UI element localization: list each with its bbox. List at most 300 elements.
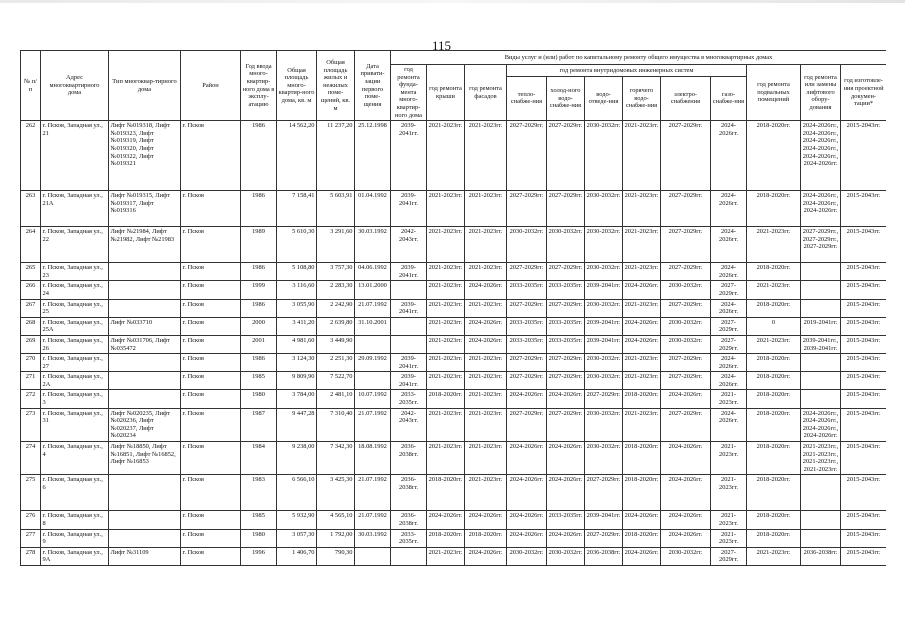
row-lift-type: Лифт №31109 [109,547,181,565]
row-district: г. Псков [181,335,241,353]
row-residential-area: 1 792,00 [317,529,355,547]
row-address: г. Псков, Западная ул., 3 [41,390,109,408]
row-residential-area: 7 522,70 [317,372,355,390]
row-address: г. Псков, Западная ул., 21А [41,191,109,227]
row-foundation-year [391,547,427,565]
row-address: г. Псков, Западная ул., 6 [41,475,109,511]
table-row [21,121,887,191]
row-electric-year: 2030-2032гг. [661,335,711,353]
row-residential-area: 3 449,90 [317,335,355,353]
row-hot-water-year: 2021-2023гг. [623,263,661,281]
row-lift-type: Лифт №020235, Лифт №020236, Лифт №020237, Лифт №020234 [109,408,181,441]
row-total-area: 3 411,20 [277,317,317,335]
row-roof-year: 2018-2020гг. [427,475,465,511]
row-facade-year: 2024-2026гг. [465,511,507,529]
header-hot-water: горячего водо-снабже-ния [623,76,661,120]
row-address: г. Псков, Западная ул., 21 [41,121,109,191]
header-engineering-group: год ремонта внутридомовых инженерных систем [507,65,747,77]
row-docs-year: 2015-2043гг. [841,335,887,353]
row-address: г. Псков, Западная ул., 27 [41,354,109,372]
row-facade-year: 2021-2023гг. [465,442,507,475]
row-roof-year: 2021-2023гг. [427,281,465,299]
row-cold-water-year: 2027-2029гг. [547,372,585,390]
row-year-built: 1989 [241,227,277,263]
row-address: г. Псков, Западная ул., 23 [41,263,109,281]
row-foundation-year: 2042-2043гг. [391,408,427,441]
row-hot-water-year: 2021-2023гг. [623,354,661,372]
row-residential-area: 2 251,30 [317,354,355,372]
row-residential-area: 3 425,30 [317,475,355,511]
header-works-group: Виды услуг и (или) работ по капитальному ремонту общего имущества в многоквартирных домах [391,51,887,65]
row-heat-year: 2033-2035гг. [507,335,547,353]
row-cold-water-year: 2024-2026гг. [547,475,585,511]
header-roof: год ремонта крыши [427,65,465,121]
row-hot-water-year: 2024-2026гг. [623,281,661,299]
row-docs-year: 2015-2043гг. [841,547,887,565]
row-basement-year: 2018-2020гг. [747,191,801,227]
row-district: г. Псков [181,372,241,390]
row-electric-year: 2027-2029гг. [661,263,711,281]
row-lift-year: 2039-2041гг., 2039-2041гг. [801,335,841,353]
row-address: г. Псков, Западная ул., 9А [41,547,109,565]
row-number: 265 [21,263,41,281]
row-lift-type [109,299,181,317]
row-residential-area: 2 481,10 [317,390,355,408]
row-lift-year: 2024-2026гг., 2024-2026гг., 2024-2026гг., 2024-2026гг. [801,408,841,441]
header-gas: газо-снабже-ния [711,76,747,120]
row-electric-year: 2030-2032гг. [661,547,711,565]
row-sewer-year: 2039-2041гг. [585,335,623,353]
row-docs-year: 2015-2043гг. [841,354,887,372]
row-district: г. Псков [181,281,241,299]
row-electric-year: 2027-2029гг. [661,191,711,227]
row-sewer-year: 2030-2032гг. [585,372,623,390]
header-num: № п/п [21,51,41,121]
document-sheet [20,50,886,638]
row-sewer-year: 2027-2029гг. [585,475,623,511]
row-sewer-year: 2039-2041гг. [585,511,623,529]
row-gas-year: 2024-2026гг. [711,408,747,441]
row-foundation-year: 2033-2035гг. [391,529,427,547]
header-cold-water: холод-ного водо-снабже-ния [547,76,585,120]
row-lift-type: Лифт №18850, Лифт №16851, Лифт №16852, Лифт №16853 [109,442,181,475]
row-gas-year: 2024-2026гг. [711,372,747,390]
row-privatization-date: 18.08.1992 [355,442,391,475]
row-year-built: 1985 [241,372,277,390]
row-electric-year: 2024-2026гг. [661,442,711,475]
row-district: г. Псков [181,299,241,317]
row-number: 273 [21,408,41,441]
row-district: г. Псков [181,475,241,511]
row-hot-water-year: 2021-2023гг. [623,191,661,227]
row-roof-year: 2021-2023гг. [427,372,465,390]
row-lift-year [801,299,841,317]
row-number: 278 [21,547,41,565]
row-lift-type [109,281,181,299]
row-lift-year: 2024-2026гг., 2024-2026гг., 2024-2026гг. [801,191,841,227]
row-hot-water-year: 2024-2026гг. [623,511,661,529]
row-privatization-date: 21.07.1992 [355,511,391,529]
row-basement-year: 2021-2023гг. [747,547,801,565]
table-row [21,372,887,390]
row-lift-year [801,372,841,390]
row-year-built: 1984 [241,442,277,475]
header-heat: тепло-снабже-ния [507,76,547,120]
row-facade-year: 2021-2023гг. [465,408,507,441]
row-roof-year: 2018-2020гг. [427,529,465,547]
header-lift: год ремонта или замены лифтового обору-дования [801,65,841,121]
row-privatization-date [355,547,391,565]
row-heat-year: 2033-2035гг. [507,281,547,299]
row-address: г. Псков, Западная ул., 2А [41,372,109,390]
row-hot-water-year: 2021-2023гг. [623,299,661,317]
row-gas-year: 2024-2026гг. [711,263,747,281]
row-foundation-year: 2039-2041гг. [391,263,427,281]
row-privatization-date: 29.09.1992 [355,354,391,372]
row-privatization-date: 25.12.1998 [355,121,391,191]
row-lift-year [801,511,841,529]
row-address: г. Псков, Западная ул., 24 [41,281,109,299]
row-total-area: 3 784,00 [277,390,317,408]
row-year-built: 1985 [241,511,277,529]
row-foundation-year: 2039-2041гг. [391,191,427,227]
row-gas-year: 2024-2026гг. [711,227,747,263]
row-foundation-year: 2039-2041гг. [391,121,427,191]
header-residential-area: Общая площадь жилых и нежилых поме-щений, кв. м [317,51,355,121]
row-total-area: 6 566,10 [277,475,317,511]
row-heat-year: 2030-2032гг. [507,547,547,565]
row-district: г. Псков [181,442,241,475]
row-foundation-year: 2036-2038гг. [391,475,427,511]
row-foundation-year: 2039-2041гг. [391,372,427,390]
row-cold-water-year: 2033-2035гг. [547,317,585,335]
table-row [21,227,887,263]
row-facade-year: 2021-2023гг. [465,390,507,408]
row-sewer-year: 2030-2032гг. [585,121,623,191]
row-electric-year: 2024-2026гг. [661,475,711,511]
row-number: 274 [21,442,41,475]
row-basement-year: 2018-2020гг. [747,442,801,475]
row-gas-year: 2027-2029гг. [711,281,747,299]
repair-schedule-table [20,50,886,566]
row-sewer-year: 2030-2032гг. [585,191,623,227]
row-number: 276 [21,511,41,529]
row-electric-year: 2027-2029гг. [661,299,711,317]
row-docs-year: 2015-2043гг. [841,281,887,299]
table-row [21,408,887,441]
row-foundation-year: 2036-2038гг. [391,442,427,475]
row-lift-type [109,263,181,281]
row-roof-year: 2021-2023гг. [427,121,465,191]
row-facade-year: 2021-2023гг. [465,263,507,281]
row-lift-type: Лифт №019315, Лифт №019317, Лифт №019316 [109,191,181,227]
row-roof-year: 2024-2026гг. [427,511,465,529]
row-heat-year: 2024-2026гг. [507,390,547,408]
row-facade-year: 2024-2026гг. [465,547,507,565]
row-cold-water-year: 2027-2029гг. [547,121,585,191]
row-number: 271 [21,372,41,390]
row-electric-year: 2027-2029гг. [661,408,711,441]
header-facade: год ремонта фасадов [465,65,507,121]
row-year-built: 1986 [241,121,277,191]
row-foundation-year: 2033-2035гг. [391,390,427,408]
header-lift-type: Тип многоквар-тирного дома [109,51,181,121]
row-heat-year: 2033-2035гг. [507,317,547,335]
row-facade-year: 2024-2026гг. [465,335,507,353]
row-docs-year: 2015-2043гг. [841,227,887,263]
row-lift-year [801,475,841,511]
header-foundation: год ремонта фунда-мента много-квартир-ного дома [391,65,427,121]
header-address: Адрес многоквартирного дома [41,51,109,121]
row-facade-year: 2021-2023гг. [465,121,507,191]
row-year-built: 2000 [241,317,277,335]
row-hot-water-year: 2024-2026гг. [623,335,661,353]
row-cold-water-year: 2027-2029гг. [547,408,585,441]
row-sewer-year: 2036-2038гг. [585,547,623,565]
row-total-area: 3 055,90 [277,299,317,317]
row-district: г. Псков [181,263,241,281]
row-facade-year: 2024-2026гг. [465,317,507,335]
row-total-area: 3 057,30 [277,529,317,547]
row-year-built: 2001 [241,335,277,353]
row-electric-year: 2027-2029гг. [661,121,711,191]
row-cold-water-year: 2030-2032гг. [547,227,585,263]
row-heat-year: 2030-2032гг. [507,227,547,263]
row-cold-water-year: 2027-2029гг. [547,299,585,317]
table-row [21,317,887,335]
row-district: г. Псков [181,547,241,565]
row-gas-year: 2024-2026гг. [711,191,747,227]
row-gas-year: 2027-2029гг. [711,317,747,335]
row-roof-year: 2021-2023гг. [427,263,465,281]
row-privatization-date: 13.01.2000 [355,281,391,299]
row-residential-area: 2 639,80 [317,317,355,335]
row-district: г. Псков [181,529,241,547]
row-privatization-date: 21.07.1992 [355,299,391,317]
row-sewer-year: 2039-2041гг. [585,281,623,299]
row-gas-year: 2021-2023гг. [711,442,747,475]
row-foundation-year [391,335,427,353]
row-basement-year: 2018-2020гг. [747,475,801,511]
row-roof-year: 2021-2023гг. [427,335,465,353]
row-year-built: 1980 [241,529,277,547]
row-gas-year: 2024-2026гг. [711,299,747,317]
row-gas-year: 2021-2023гг. [711,511,747,529]
row-cold-water-year: 2027-2029гг. [547,263,585,281]
table-row [21,390,887,408]
row-cold-water-year: 2030-2032гг. [547,547,585,565]
row-basement-year: 2021-2023гг. [747,335,801,353]
row-docs-year: 2015-2043гг. [841,121,887,191]
row-docs-year: 2015-2043гг. [841,191,887,227]
table-row [21,442,887,475]
page-number: 115 [432,38,452,53]
row-roof-year: 2021-2023гг. [427,408,465,441]
table-row [21,281,887,299]
row-basement-year: 2021-2023гг. [747,227,801,263]
row-year-built: 1986 [241,263,277,281]
row-hot-water-year: 2024-2026гг. [623,547,661,565]
row-number: 275 [21,475,41,511]
row-lift-year: 2036-2038гг. [801,547,841,565]
row-foundation-year: 2039-2041гг. [391,299,427,317]
row-hot-water-year: 2018-2020гг. [623,475,661,511]
row-lift-type [109,372,181,390]
row-lift-year [801,354,841,372]
row-roof-year: 2021-2023гг. [427,299,465,317]
row-address: г. Псков, Западная ул., 25 [41,299,109,317]
table-row [21,263,887,281]
row-year-built: 1987 [241,408,277,441]
row-cold-water-year: 2033-2035гг. [547,511,585,529]
row-docs-year: 2015-2043гг. [841,299,887,317]
row-heat-year: 2024-2026гг. [507,511,547,529]
table-body [21,121,887,566]
row-heat-year: 2024-2026гг. [507,475,547,511]
row-number: 266 [21,281,41,299]
table-row [21,335,887,353]
row-residential-area: 7 342,30 [317,442,355,475]
row-address: г. Псков, Западная ул., 26 [41,335,109,353]
row-lift-type [109,511,181,529]
row-address: г. Псков, Западная ул., 9 [41,529,109,547]
row-cold-water-year: 2033-2035гг. [547,281,585,299]
row-lift-type: Лифт №019318, Лифт №019323, Лифт №019319, Лифт №019320, Лифт №019322, Лифт №019321 [109,121,181,191]
row-privatization-date: 21.07.1992 [355,408,391,441]
row-total-area: 9 447,28 [277,408,317,441]
header-privatization-date: Дата привати-зации первого поме-щения [355,51,391,121]
row-docs-year: 2015-2043гг. [841,511,887,529]
row-total-area: 5 610,30 [277,227,317,263]
row-electric-year: 2030-2032гг. [661,317,711,335]
row-foundation-year: 2039-2041гг. [391,354,427,372]
row-roof-year: 2021-2023гг. [427,191,465,227]
row-lift-type [109,354,181,372]
header-total-area: Общая площадь много-квартир-ного дома, кв. м [277,51,317,121]
row-sewer-year: 2030-2032гг. [585,299,623,317]
row-electric-year: 2030-2032гг. [661,281,711,299]
row-year-built: 1999 [241,281,277,299]
row-privatization-date: 31.10.2001 [355,317,391,335]
row-heat-year: 2027-2029гг. [507,121,547,191]
row-roof-year: 2021-2023гг. [427,442,465,475]
row-total-area: 3 124,30 [277,354,317,372]
table-row [21,475,887,511]
row-year-built: 1986 [241,299,277,317]
row-basement-year: 2018-2020гг. [747,408,801,441]
row-cold-water-year: 2027-2029гг. [547,191,585,227]
row-docs-year: 2015-2043гг. [841,475,887,511]
row-basement-year: 2018-2020гг. [747,372,801,390]
row-facade-year: 2021-2023гг. [465,354,507,372]
row-heat-year: 2024-2026гг. [507,529,547,547]
row-lift-type [109,390,181,408]
row-docs-year: 2015-2043гг. [841,372,887,390]
row-number: 263 [21,191,41,227]
row-electric-year: 2027-2029гг. [661,354,711,372]
row-facade-year: 2018-2020гг. [465,529,507,547]
row-privatization-date: 01.04.1992 [355,191,391,227]
row-lift-type: Лифт №21984, Лифт №21982, Лифт №21983 [109,227,181,263]
row-facade-year: 2021-2023гг. [465,227,507,263]
row-cold-water-year: 2024-2026гг. [547,442,585,475]
row-basement-year: 2018-2020гг. [747,511,801,529]
row-total-area: 7 158,41 [277,191,317,227]
row-hot-water-year: 2018-2020гг. [623,529,661,547]
row-district: г. Псков [181,317,241,335]
row-residential-area: 5 603,91 [317,191,355,227]
row-roof-year: 2021-2023гг. [427,317,465,335]
row-basement-year: 2021-2023гг. [747,281,801,299]
row-total-area: 14 562,20 [277,121,317,191]
row-district: г. Псков [181,191,241,227]
row-privatization-date [355,335,391,353]
row-total-area: 5 932,90 [277,511,317,529]
row-electric-year: 2027-2029гг. [661,227,711,263]
row-address: г. Псков, Западная ул., 31 [41,408,109,441]
row-cold-water-year: 2033-2035гг. [547,335,585,353]
row-lift-year: 2019-2041гг. [801,317,841,335]
row-roof-year: 2021-2023гг. [427,547,465,565]
table-row [21,547,887,565]
row-total-area: 1 406,70 [277,547,317,565]
row-number: 267 [21,299,41,317]
row-lift-year: 2024-2026гг., 2024-2026гг., 2024-2026гг., 2024-2026гг., 2024-2026гг., 2024-2026гг. [801,121,841,191]
row-lift-type [109,529,181,547]
row-basement-year: 2018-2020гг. [747,263,801,281]
row-sewer-year: 2030-2032гг. [585,442,623,475]
row-lift-year: 2027-2029гг., 2027-2029гг., 2027-2029гг. [801,227,841,263]
row-residential-area: 3 757,30 [317,263,355,281]
header-district: Район [181,51,241,121]
row-electric-year: 2024-2026гг. [661,390,711,408]
row-basement-year: 0 [747,317,801,335]
row-hot-water-year: 2018-2020гг. [623,442,661,475]
row-basement-year: 2018-2020гг. [747,390,801,408]
row-facade-year: 2021-2023гг. [465,191,507,227]
row-heat-year: 2027-2029гг. [507,263,547,281]
row-district: г. Псков [181,390,241,408]
row-total-area: 3 116,60 [277,281,317,299]
row-number: 272 [21,390,41,408]
row-foundation-year: 2042-2043гг. [391,227,427,263]
row-sewer-year: 2030-2032гг. [585,263,623,281]
row-year-built: 1986 [241,354,277,372]
row-district: г. Псков [181,511,241,529]
row-number: 264 [21,227,41,263]
row-foundation-year [391,317,427,335]
row-residential-area: 3 291,60 [317,227,355,263]
row-year-built: 1986 [241,191,277,227]
row-hot-water-year: 2021-2023гг. [623,227,661,263]
header-basement: год ремонта подвальных помещений [747,65,801,121]
row-gas-year: 2024-2026гг. [711,121,747,191]
row-cold-water-year: 2024-2026гг. [547,529,585,547]
row-sewer-year: 2027-2029гг. [585,529,623,547]
row-hot-water-year: 2018-2020гг. [623,390,661,408]
row-roof-year: 2021-2023гг. [427,227,465,263]
table-row [21,511,887,529]
row-district: г. Псков [181,354,241,372]
row-heat-year: 2027-2029гг. [507,299,547,317]
row-lift-year [801,281,841,299]
row-total-area: 4 981,60 [277,335,317,353]
row-gas-year: 2021-2023гг. [711,390,747,408]
row-year-built: 1996 [241,547,277,565]
row-docs-year: 2015-2043гг. [841,390,887,408]
row-cold-water-year: 2024-2026гг. [547,390,585,408]
header-year-built: Год ввода много-квартир-ного дома в эксплу-атацию [241,51,277,121]
